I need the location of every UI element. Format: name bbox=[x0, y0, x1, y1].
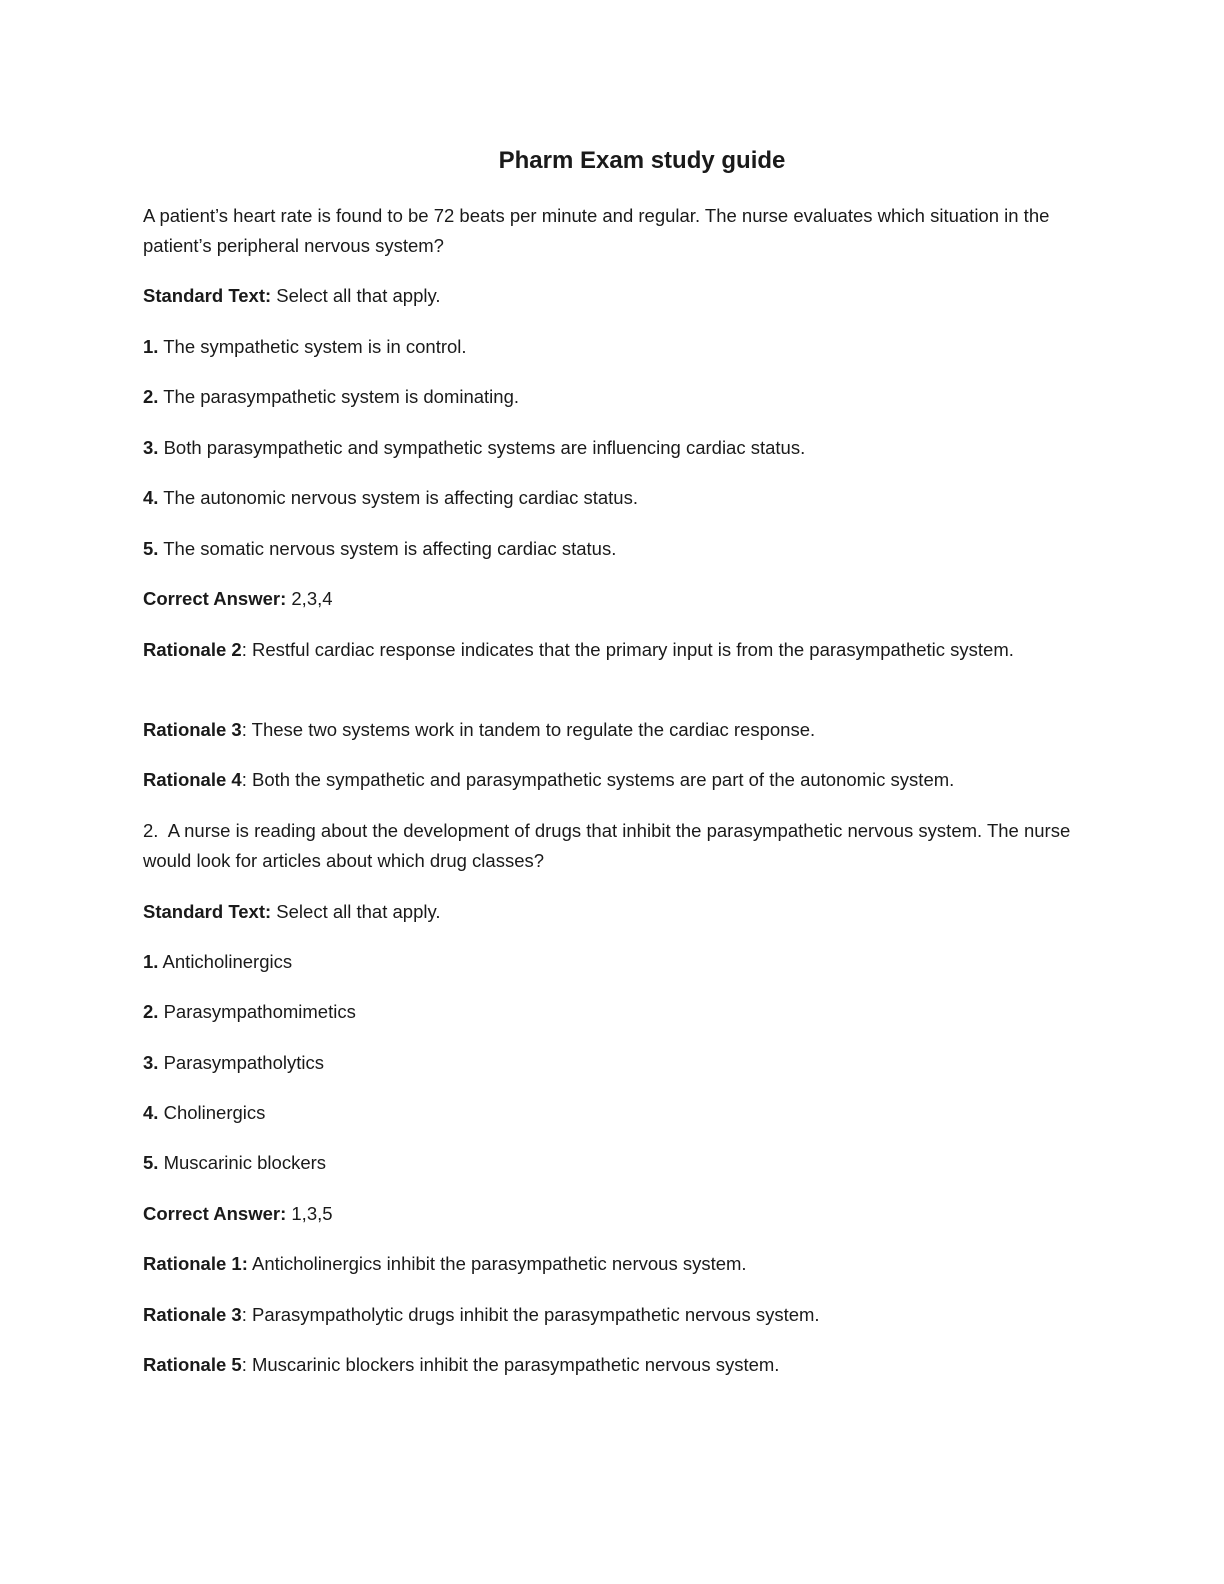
q1-correct-answer bbox=[143, 584, 1073, 614]
q1-option-4 bbox=[143, 483, 1073, 513]
rationale-text: : Both the sympathetic and parasympathetic systems are part of the autonomic system. bbox=[241, 769, 955, 790]
option-number: 5. bbox=[143, 1152, 159, 1173]
answer-value: 1,3,5 bbox=[286, 1203, 333, 1224]
q1-rationale-4 bbox=[143, 765, 1073, 795]
option-number: 3. bbox=[143, 437, 159, 458]
q2-standard-text bbox=[143, 897, 1073, 927]
rationale-label: Rationale 2 bbox=[143, 639, 242, 660]
answer-value: 2,3,4 bbox=[286, 588, 333, 609]
answer-label: Correct Answer: bbox=[143, 588, 287, 609]
rationale-text: : Restful cardiac response indicates that the primary input is from the parasympathetic system. bbox=[241, 639, 1014, 660]
q2-standard-label: Standard Text: bbox=[143, 901, 272, 922]
option-number: 4. bbox=[143, 1102, 159, 1123]
q1-standard-text bbox=[143, 281, 1073, 311]
q1-option-3 bbox=[143, 433, 1073, 463]
rationale-label: Rationale 3 bbox=[143, 719, 242, 740]
q1-standard-value: Select all that apply. bbox=[271, 285, 441, 306]
option-number: 1. bbox=[143, 336, 159, 357]
q1-option-1 bbox=[143, 332, 1073, 362]
page-title: Pharm Exam study guide bbox=[498, 147, 786, 174]
option-text: Cholinergics bbox=[158, 1102, 266, 1123]
q2-rationale-5 bbox=[143, 1350, 1073, 1380]
rationale-text: : Parasympatholytic drugs inhibit the parasympathetic nervous system. bbox=[241, 1304, 820, 1325]
q1-standard-label: Standard Text: bbox=[143, 285, 272, 306]
rationale-label: Rationale 4 bbox=[143, 769, 242, 790]
q2-option-1 bbox=[143, 947, 1073, 977]
q2-standard-value: Select all that apply. bbox=[271, 901, 441, 922]
rationale-label: Rationale 1: bbox=[143, 1253, 248, 1274]
q2-option-4 bbox=[143, 1098, 1073, 1128]
rationale-label: Rationale 5 bbox=[143, 1354, 242, 1375]
option-text: The parasympathetic system is dominating. bbox=[158, 386, 520, 407]
option-text: Anticholinergics bbox=[158, 951, 293, 972]
q2-option-2 bbox=[143, 997, 1073, 1027]
option-number: 4. bbox=[143, 487, 159, 508]
option-number: 2. bbox=[143, 1001, 159, 1022]
rationale-text: : These two systems work in tandem to regulate the cardiac response. bbox=[241, 719, 816, 740]
option-text: Both parasympathetic and sympathetic systems are influencing cardiac status. bbox=[158, 437, 806, 458]
answer-label: Correct Answer: bbox=[143, 1203, 287, 1224]
q2-rationale-1 bbox=[143, 1249, 1073, 1279]
rationale-text: : Muscarinic blockers inhibit the parasympathetic nervous system. bbox=[241, 1354, 780, 1375]
option-number: 3. bbox=[143, 1052, 159, 1073]
q1-option-5 bbox=[143, 534, 1073, 564]
q2-option-3 bbox=[143, 1048, 1073, 1078]
q2-option-5 bbox=[143, 1148, 1073, 1178]
rationale-text: Anticholinergics inhibit the parasympathetic nervous system. bbox=[247, 1253, 747, 1274]
q2-rationale-3 bbox=[143, 1300, 1073, 1330]
option-number: 5. bbox=[143, 538, 159, 559]
option-number: 2. bbox=[143, 386, 159, 407]
rationale-label: Rationale 3 bbox=[143, 1304, 242, 1325]
q1-rationale-3 bbox=[143, 715, 1073, 745]
option-text: Parasympathomimetics bbox=[158, 1001, 356, 1022]
q2-correct-answer bbox=[143, 1199, 1073, 1229]
q1-rationale-2 bbox=[143, 635, 1073, 665]
q2-stem: 2. A nurse is reading about the development of drugs that inhibit the parasympathetic nervous system. The nurse would look for articles about which drug classes? bbox=[143, 820, 1071, 871]
option-text: Parasympatholytics bbox=[158, 1052, 324, 1073]
option-text: The autonomic nervous system is affecting cardiac status. bbox=[158, 487, 638, 508]
q1-stem: A patient’s heart rate is found to be 72 beats per minute and regular. The nurse evaluates which situation in the patient’s peripheral nervous system? bbox=[143, 205, 1050, 256]
option-text: The sympathetic system is in control. bbox=[158, 336, 467, 357]
option-number: 1. bbox=[143, 951, 159, 972]
option-text: Muscarinic blockers bbox=[158, 1152, 327, 1173]
option-text: The somatic nervous system is affecting cardiac status. bbox=[158, 538, 617, 559]
q1-option-2 bbox=[143, 382, 1073, 412]
